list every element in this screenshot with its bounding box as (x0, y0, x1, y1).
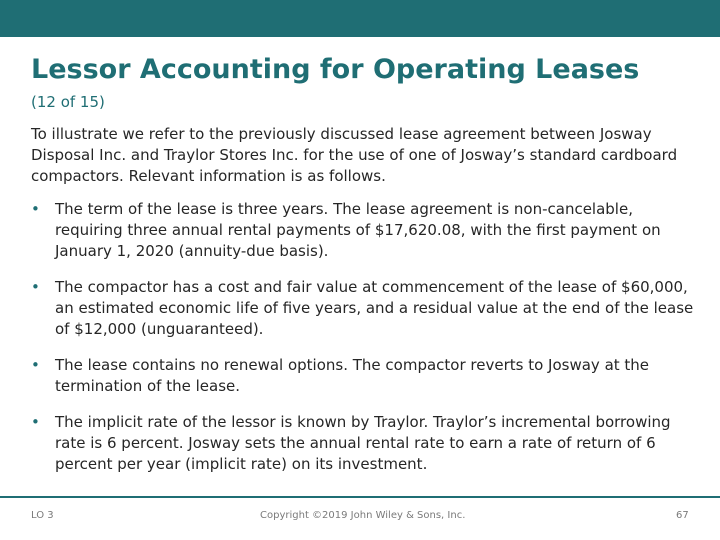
bullet-text: The compactor has a cost and fair value at commencement of the lease of $60,000, an estimated economic life of five years, and a residual value at the end of the lease of $12,000 (unguaranteed). (55, 278, 694, 338)
footer-divider (0, 496, 720, 498)
learning-objective-label: LO 3 (31, 510, 54, 521)
bullet-text: The lease contains no renewal options. The compactor reverts to Josway at the termination of the lease. (55, 356, 650, 395)
slide-subtitle: (12 of 15) (31, 93, 105, 111)
copyright-notice: Copyright ©2019 John Wiley & Sons, Inc. (260, 510, 466, 521)
bullet-marker: • (31, 356, 40, 374)
bullet-item-1 (31, 199, 696, 262)
slide-title: Lessor Accounting for Operating Leases (31, 54, 640, 85)
page-number: 67 (676, 510, 689, 521)
bullet-marker: • (31, 200, 40, 218)
bullet-text: The term of the lease is three years. The lease agreement is non-cancelable, requiring three annual rental payments of $17,620.08, with the first payment on January 1, 2020 (annuity-due basis). (55, 200, 661, 260)
bullet-text: The implicit rate of the lessor is known by Traylor. Traylor’s incremental borrowing rate is 6 percent. Josway sets the annual rental rate to earn a rate of return of 6 percent per year (implicit rate) on its investment. (55, 413, 671, 473)
bullet-item-3 (31, 355, 696, 397)
bullet-item-4 (31, 412, 696, 475)
bullet-marker: • (31, 413, 40, 431)
bullet-marker: • (31, 278, 40, 296)
top-banner (0, 0, 720, 37)
bullet-list (31, 199, 696, 490)
intro-paragraph: To illustrate we refer to the previously discussed lease agreement between Josway Disposal Inc. and Traylor Stores Inc. for the use of one of Josway’s standard cardboard compactors. Relevant information is as follows. (31, 125, 678, 185)
bullet-item-2 (31, 277, 696, 340)
